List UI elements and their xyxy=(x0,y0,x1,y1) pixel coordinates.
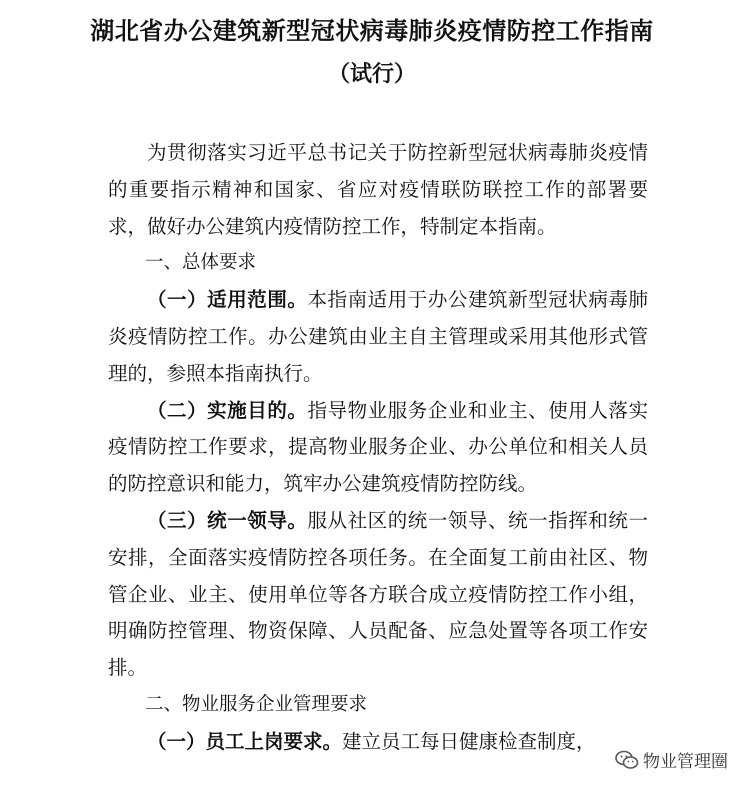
watermark-text: 物业管理圈 xyxy=(643,752,728,772)
section2-item-1 xyxy=(108,724,648,761)
item-text: 建立员工每日健康检查制度， xyxy=(342,729,596,753)
section-heading-1: 一、总体要求 xyxy=(145,252,257,274)
document-subtitle: （试行） xyxy=(327,61,416,87)
item-lead: （三）统一领导。 xyxy=(147,508,308,532)
document-title: 湖北省办公建筑新型冠状病毒肺炎疫情防控工作指南 xyxy=(90,16,654,45)
document-body xyxy=(108,135,648,761)
item-text: 本指南适用于办公建筑新型冠状病毒肺炎疫情防控工作。办公建筑由业主自主管理或采用其他形式管理的，参照本指南执行。 xyxy=(108,288,648,385)
item-lead: （二）实施目的。 xyxy=(147,398,308,422)
item-lead: （一）员工上岗要求。 xyxy=(147,729,343,753)
section-heading-2: 二、物业服务企业管理要求 xyxy=(145,693,368,715)
source-watermark xyxy=(615,745,730,774)
item-text: 服从社区的统一领导、统一指挥和统一安排，全面落实疫情防控各项任务。在全面复工前由社区、物管企业、业主、使用单位等各方联合成立疫情防控工作小组，明确防控管理、物资保障、人员配备、应急处置等各项工作安排。 xyxy=(108,508,648,680)
item-text: 指导物业服务企业和业主、使用人落实疫情防控工作要求，提高物业服务企业、办公单位和相关人员的防控意识和能力，筑牢办公建筑疫情防控防线。 xyxy=(108,398,648,496)
section1-item-1 xyxy=(108,282,648,392)
section1-item-2 xyxy=(108,393,648,503)
wechat-icon xyxy=(615,750,639,770)
item-lead: （一）适用范围。 xyxy=(147,288,308,312)
intro-paragraph: 为贯彻落实习近平总书记关于防控新型冠状病毒肺炎疫情的重要指示精神和国家、省应对疫情联防联控工作的部署要求，做好办公建筑内疫情防控工作，特制定本指南。 xyxy=(108,141,648,238)
section1-item-3 xyxy=(108,503,648,687)
